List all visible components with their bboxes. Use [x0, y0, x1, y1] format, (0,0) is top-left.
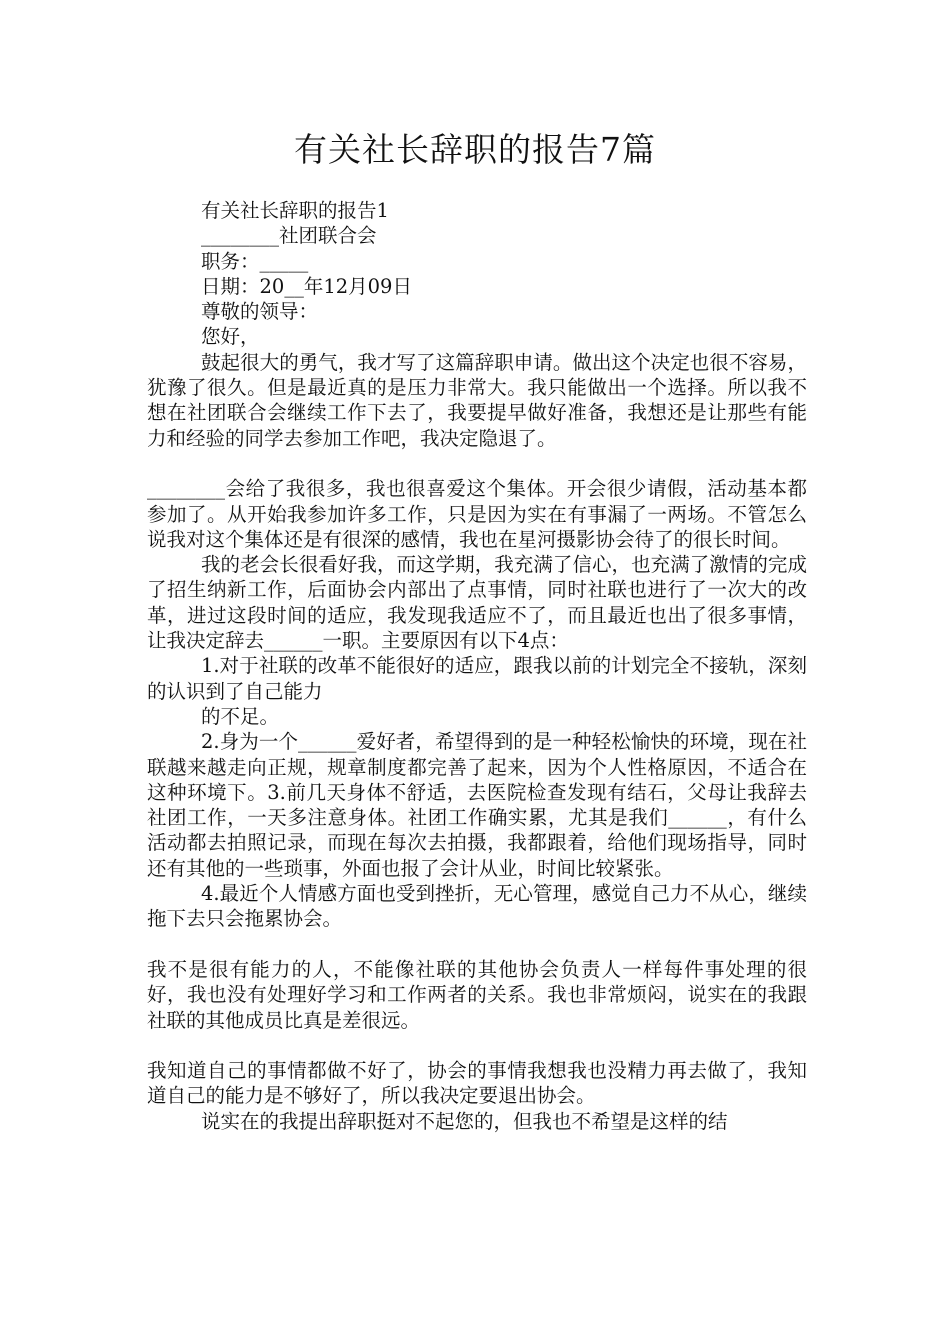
document-body: [147, 198, 807, 1134]
organization-line: ________社团联合会: [201, 224, 377, 248]
body-paragraph: 说实在的我提出辞职挺对不起您的，但我也不希望是这样的结: [201, 1109, 728, 1133]
body-paragraph: 我知道自己的事情都做不好了，协会的事情我想我也没精力再去做了，我知道自己的能力是不够好了，所以我决定要退出协会。: [147, 1059, 807, 1108]
body-paragraph: 我的老会长很看好我，而这学期，我充满了信心，也充满了激情的完成了招生纳新工作，后面协会内部出了点事情，同时社联也进行了一次大的改革，进过这段时间的适应，我发现我适应不了，而且最近也出了很多事情，让我决定辞去______一职。主要原因有以下4点：: [147, 553, 807, 653]
reason-item-continuation: 的不足。: [201, 704, 280, 728]
body-paragraph: 我不是很有能力的人，不能像社联的其他协会负责人一样每件事处理的很好，我也没有处理好学习和工作两者的关系。我也非常烦闷，说实在的我跟社联的其他成员比真是差很远。: [147, 957, 807, 1032]
document-title: 有关社长辞职的报告7篇: [294, 130, 656, 169]
paragraph-gap: [147, 1033, 807, 1058]
position-line: 职务：_____: [201, 249, 309, 273]
paragraph-gap: [147, 932, 807, 957]
body-paragraph: 鼓起很大的勇气，我才写了这篇辞职申请。做出这个决定也很不容易，犹豫了很久。但是最近真的是压力非常大。我只能做出一个选择。所以我不想在社团联合会继续工作下去了，我要提早做好准备，我想还是让那些有能力和经验的同学去参加工作吧，我决定隐退了。: [147, 350, 807, 450]
reason-item: 4.最近个人情感方面也受到挫折，无心管理，感觉自己力不从心，继续拖下去只会拖累协会。: [147, 882, 807, 931]
reason-item: 1.对于社联的改革不能很好的适应，跟我以前的计划完全不接轨，深刻的认识到了自己能力: [147, 654, 807, 703]
report-subtitle: 有关社长辞职的报告1: [201, 199, 389, 222]
reason-item: 2.身为一个______爱好者，希望得到的是一种轻松愉快的环境，现在社联越来越走向正规，规章制度都完善了起来，因为个人性格原因，不适合在这种环境下。3.前几天身体不舒适，去医院检查发现有结石，父母让我辞去社团工作，一天多注意身体。社团工作确实累，尤其是我们______，有什么活动都去拍照记录，而现在每次去拍摄，我都跟着，给他们现场指导，同时还有其他的一些琐事，外面也报了会计从业，时间比较紧张。: [147, 730, 807, 880]
paragraph-gap: [147, 451, 807, 476]
body-paragraph: ________会给了我很多，我也很喜爱这个集体。开会很少请假，活动基本都参加了。从开始我参加许多工作，只是因为实在有事漏了一两场。不管怎么说我对这个集体还是有很深的感情，我也在星河摄影协会待了的很长时间。: [147, 477, 807, 551]
greeting: 您好，: [201, 325, 260, 349]
date-line: 日期：20__年12月09日: [201, 274, 412, 298]
salutation: 尊敬的领导：: [201, 300, 319, 324]
